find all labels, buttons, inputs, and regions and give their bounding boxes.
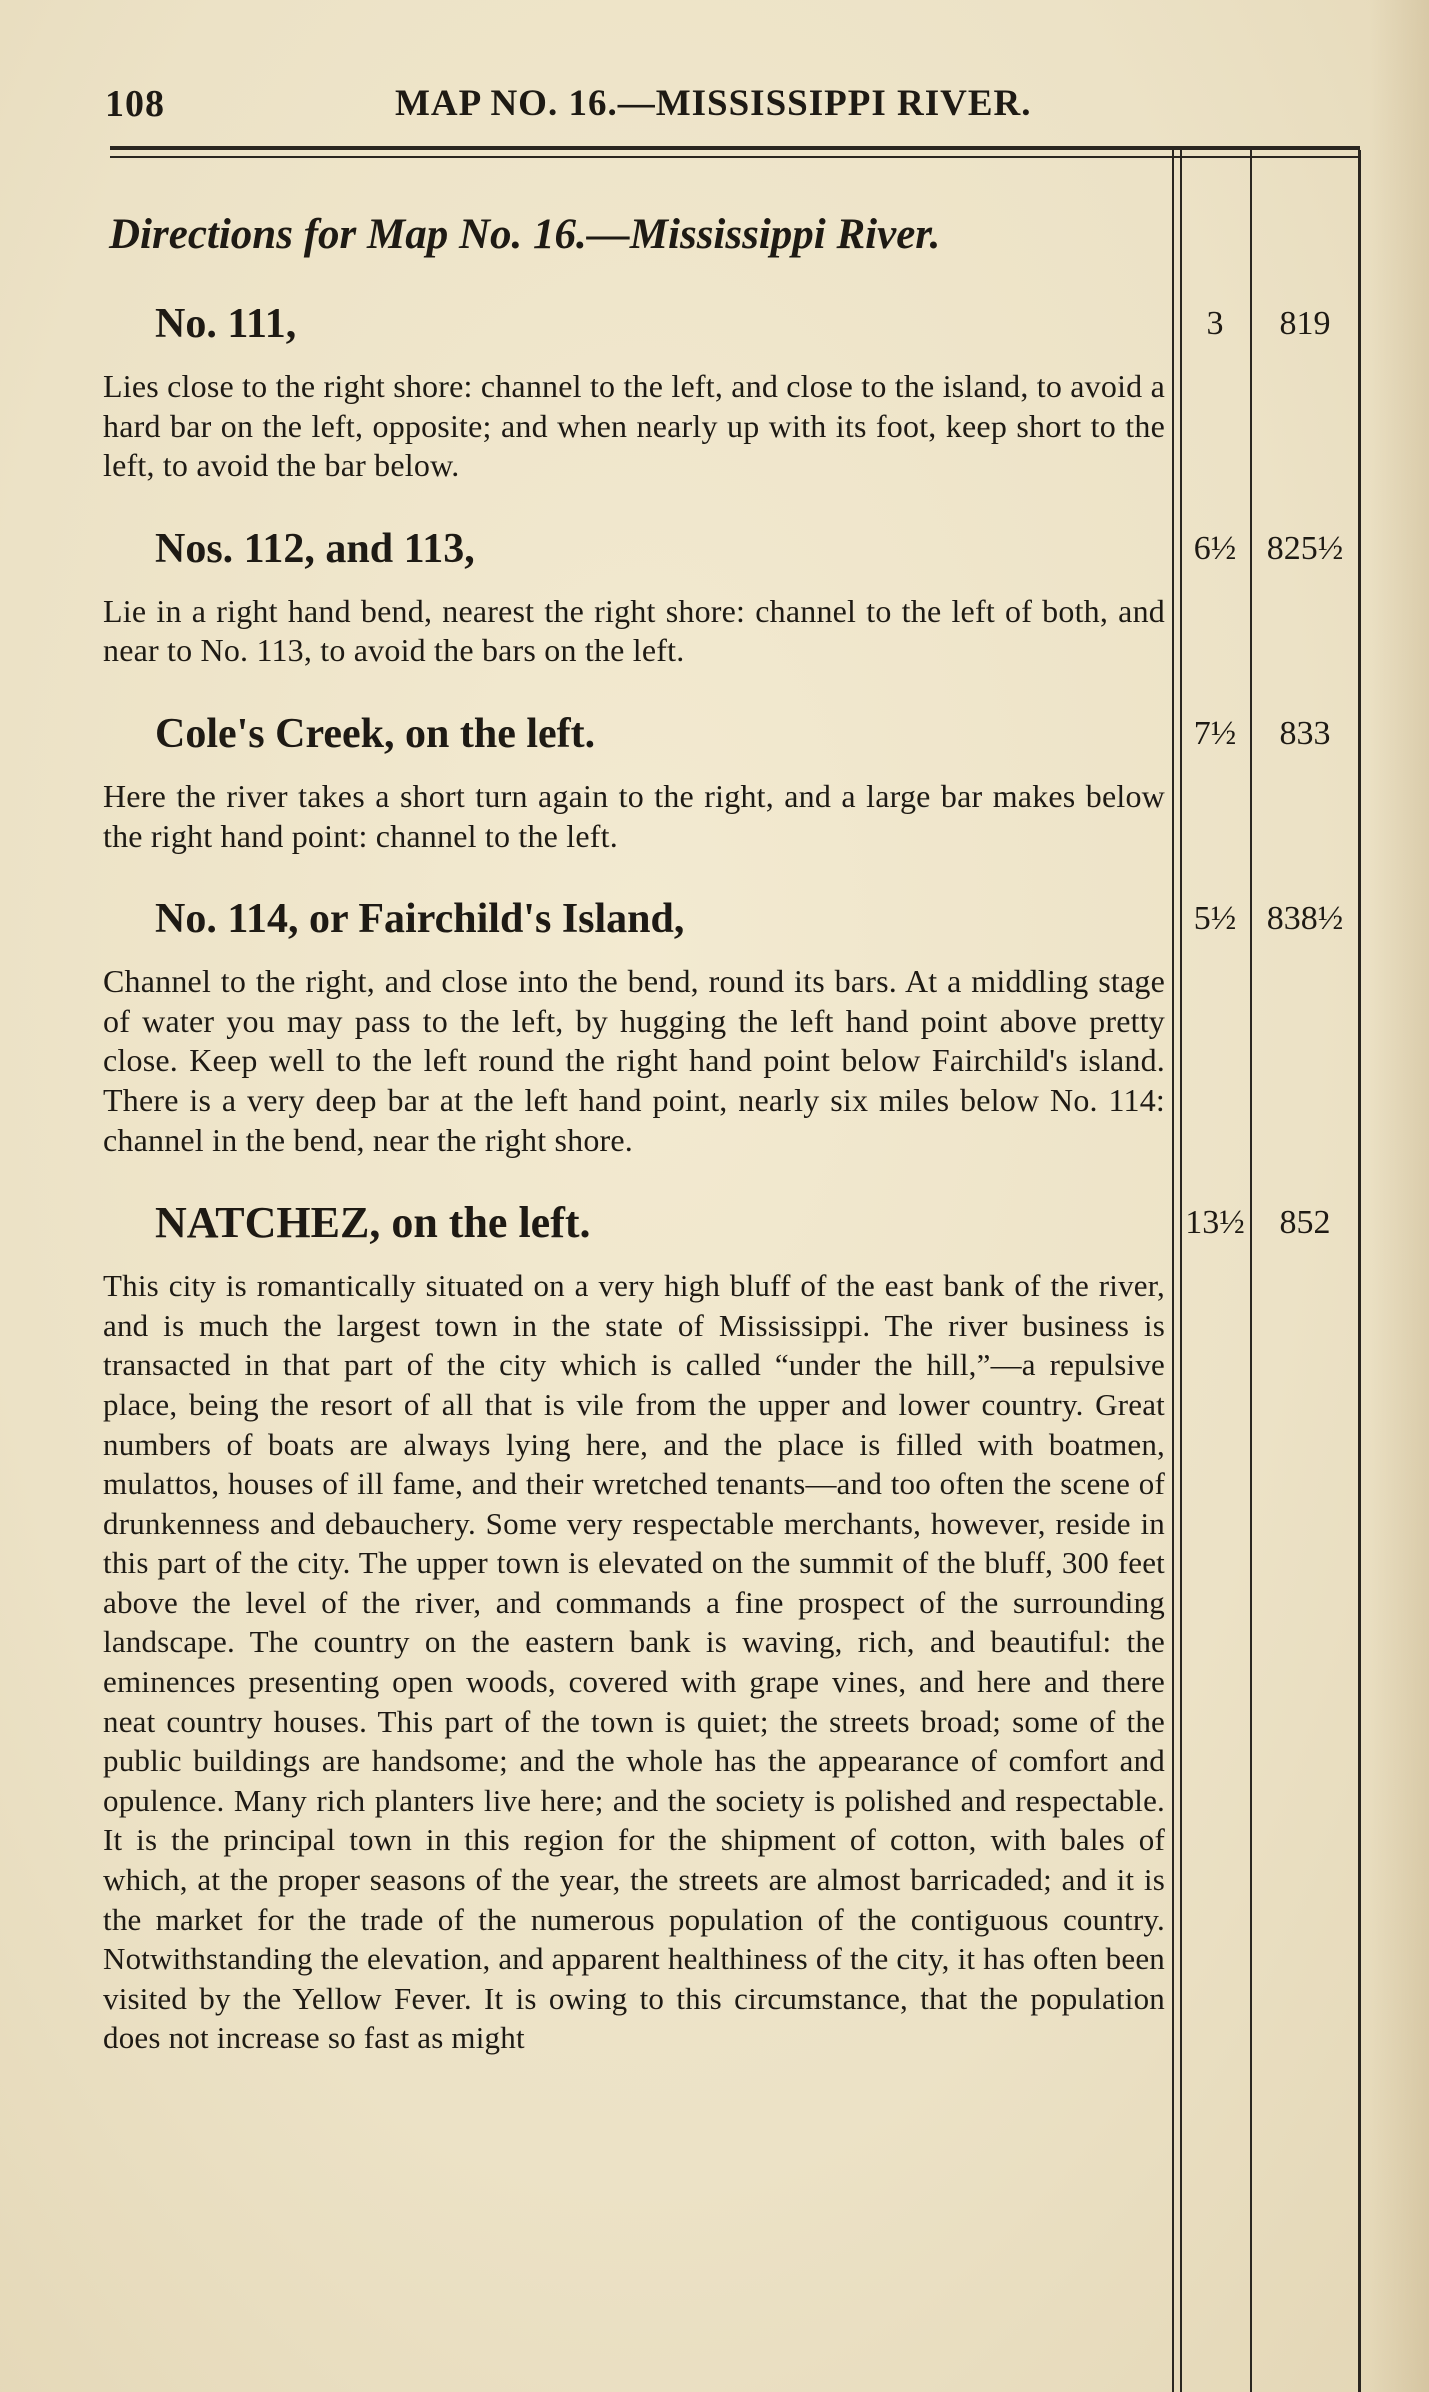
section-body: This city is romantically situated on a very high bluff of the east bank of the river, and is much the largest town in the state of Mississippi. The river business is transacted in that part of the city which is called “under the hill,”—a repulsive place, being the resort of all that is vile from the upper and lower country. Great numbers of boats are always lying here, and the place is filled with boatmen, mulattos, houses of ill fame, and their wretched tenants—and too often the scene of drunkenness and debauchery. Some very respectable merchants, however, reside in this part of the city. The upper town is elevated on the summit of the bluff, 300 feet above the level of the river, and commands a fine prospect of the surrounding landscape. The country on the eastern bank is waving, rich, and beautiful: the eminences presenting open woods, covered with grape vines, and here and there neat country houses. This part of the town is quiet; the streets broad; some of the public buildings are handsome; and the whole has the appearance of comfort and opulence. Many rich planters live here; and the society is polished and respectable. It is the principal town in this region for the shipment of cotton, with bales of which, at the proper seasons of the year, the streets are almost barricaded; and it is the market for the trade of the numerous population of the contiguous country. Notwithstanding the elevation, and apparent healthiness of the city, it has often been visited by the Yellow Fever. It is owing to this circumstance, that the population does not increase so fast as might: [103, 1268, 1165, 2056]
section-body: Channel to the right, and close into the bend, round its bars. At a middling stage of water you may pass to the left, by hugging the left hand point above pretty close. Keep well to the left round the right hand point below Fairchild's island. There is a very deep bar at the left hand point, nearly six miles below No. 114: channel in the bend, near the right shore.: [103, 963, 1165, 1158]
directions-heading: Directions for Map No. 16.—Mississippi River.: [109, 211, 941, 258]
page-edge-shadow: [1369, 0, 1429, 2392]
section-title: NATCHEZ, on the left.: [155, 1198, 591, 1248]
section-title: Nos. 112, and 113,: [155, 525, 475, 572]
section-coles-creek: [103, 709, 1165, 856]
distance-value: 3: [1206, 305, 1224, 342]
column-divider: [1172, 150, 1174, 2392]
page-border-right: [1358, 150, 1361, 2392]
section-title: Cole's Creek, on the left.: [155, 710, 596, 757]
section-natchez: [103, 1198, 1165, 2058]
total-mileage-value: 838½: [1266, 900, 1344, 938]
total-mileage-value: 833: [1279, 714, 1331, 752]
directions-content: [103, 210, 1165, 2096]
section-title: No. 114, or Fairchild's Island,: [155, 896, 685, 943]
total-mileage-value: 819: [1279, 305, 1331, 342]
column-divider: [1250, 150, 1252, 2392]
total-mileage-value: 852: [1279, 1204, 1331, 1242]
column-divider: [1180, 150, 1182, 2392]
distance-value: 13½: [1185, 1204, 1245, 1242]
section-body: Lies close to the right shore: channel to the left, and close to the island, to avoid a hard bar on the left, opposite; and when nearly up with its foot, keep short to the left, to avoid the bar below.: [103, 368, 1165, 484]
total-mileage-value: 825½: [1266, 529, 1344, 567]
section-body: Here the river takes a short turn again to the right, and a large bar makes below the right hand point: channel to the left.: [103, 777, 1165, 854]
section-no-111: [103, 299, 1165, 486]
section-title: No. 111,: [155, 301, 297, 347]
section-body: Lie in a right hand bend, nearest the right shore: channel to the left of both, and near to No. 113, to avoid the bars on the left.: [103, 592, 1165, 669]
page-number: 108: [105, 83, 165, 125]
page-header: [105, 82, 1355, 142]
distance-value: 6½: [1193, 529, 1237, 567]
distance-value: 5½: [1193, 900, 1237, 938]
section-nos-112-113: [103, 524, 1165, 671]
section-no-114-fairchilds-island: [103, 894, 1165, 1160]
running-title: MAP NO. 16.—MISSISSIPPI RIVER.: [395, 83, 1032, 124]
distance-value: 7½: [1193, 714, 1237, 752]
